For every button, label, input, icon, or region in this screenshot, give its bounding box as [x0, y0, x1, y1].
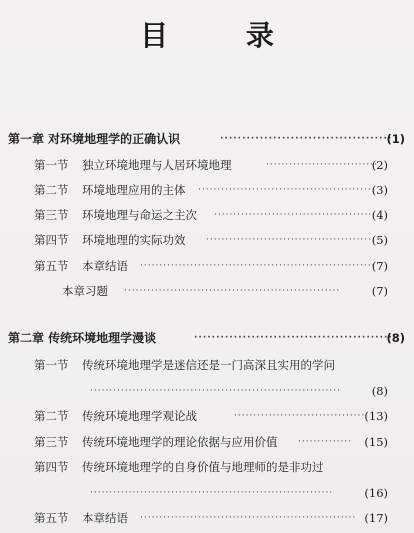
section-label: 传统环境地理学的自身价值与地理师的是非功过 — [82, 460, 324, 474]
section-number: 第一节 — [34, 158, 69, 172]
toc-section-2-3[interactable] — [34, 433, 388, 451]
page-number: (7) — [371, 284, 388, 298]
toc-section-2-4[interactable] — [34, 458, 388, 476]
section-number: 第四节 — [34, 460, 69, 474]
section-label: 传统环境地理学观论战 — [82, 409, 197, 423]
page-number: (3) — [371, 183, 388, 197]
toc-section-1-2[interactable] — [34, 181, 388, 199]
page-number: (16) — [364, 486, 388, 500]
page-number: (13) — [364, 409, 388, 423]
section-number: 第五节 — [34, 259, 69, 273]
dot-leader: ······································· — [220, 134, 393, 144]
dot-leader: ············································· — [198, 185, 372, 195]
section-number: 第五节 — [34, 511, 69, 525]
section-label: 传统环境地理学是迷信还是一门高深且实用的学问 — [82, 358, 335, 372]
dot-leader: ······························································· — [90, 488, 334, 498]
toc-chapter-1[interactable] — [8, 130, 405, 148]
toc-section-2-4-continued[interactable] — [90, 484, 388, 502]
section-number: 第三节 — [34, 435, 69, 449]
dot-leader: ·············· — [298, 437, 353, 447]
exercises-label: 本章习题 — [62, 284, 108, 298]
page-number: (15) — [364, 435, 388, 449]
page-number: (2) — [371, 158, 388, 172]
toc-exercises-1[interactable] — [62, 282, 388, 300]
page-number: (5) — [371, 233, 388, 247]
toc-section-1-4[interactable] — [34, 231, 388, 249]
chapter-label: 第二章 传统环境地理学漫谈 — [8, 331, 157, 345]
page-number: (17) — [364, 511, 388, 525]
page-number: (4) — [371, 208, 388, 222]
section-number: 第二节 — [34, 409, 69, 423]
section-label: 本章结语 — [82, 259, 128, 273]
section-number: 第二节 — [34, 183, 69, 197]
dot-leader: ································································· — [90, 386, 341, 396]
section-label: 传统环境地理学的理论依据与应用价值 — [82, 435, 278, 449]
page-title: 目 录 — [140, 19, 308, 52]
section-label: 环境地理的实际功效 — [82, 233, 186, 247]
chapter-label: 第一章 对环境地理学的正确认识 — [8, 132, 181, 146]
toc-section-2-5[interactable] — [34, 509, 388, 527]
section-label: 独立环境地理与人居环境地理 — [82, 158, 232, 172]
dot-leader: ········································· — [214, 210, 373, 220]
page-number: (8) — [386, 331, 405, 345]
section-number: 第三节 — [34, 208, 69, 222]
dot-leader: ························································ — [124, 286, 341, 296]
toc-section-2-1[interactable] — [34, 356, 388, 374]
dot-leader: ·································· — [234, 411, 366, 421]
dot-leader: ························································ — [140, 513, 357, 523]
section-label: 本章结语 — [82, 511, 128, 525]
section-label: 环境地理与命运之主次 — [82, 208, 197, 222]
dot-leader: ····························································· — [140, 261, 376, 271]
page-number: (1) — [386, 132, 405, 146]
toc-section-2-1-continued[interactable] — [90, 382, 388, 400]
section-label: 环境地理应用的主体 — [82, 183, 186, 197]
dot-leader: ··········································· — [206, 235, 373, 245]
toc-section-2-2[interactable] — [34, 407, 388, 425]
dot-leader: ············································· — [194, 333, 393, 343]
toc-section-1-1[interactable] — [34, 156, 388, 174]
toc-section-1-3[interactable] — [34, 206, 388, 224]
toc-chapter-2[interactable] — [8, 329, 405, 347]
dot-leader: ····························· — [266, 160, 378, 170]
toc-section-1-5[interactable] — [34, 257, 388, 275]
section-number: 第四节 — [34, 233, 69, 247]
page-number: (7) — [371, 259, 388, 273]
section-number: 第一节 — [34, 358, 69, 372]
page-number: (8) — [371, 384, 388, 398]
